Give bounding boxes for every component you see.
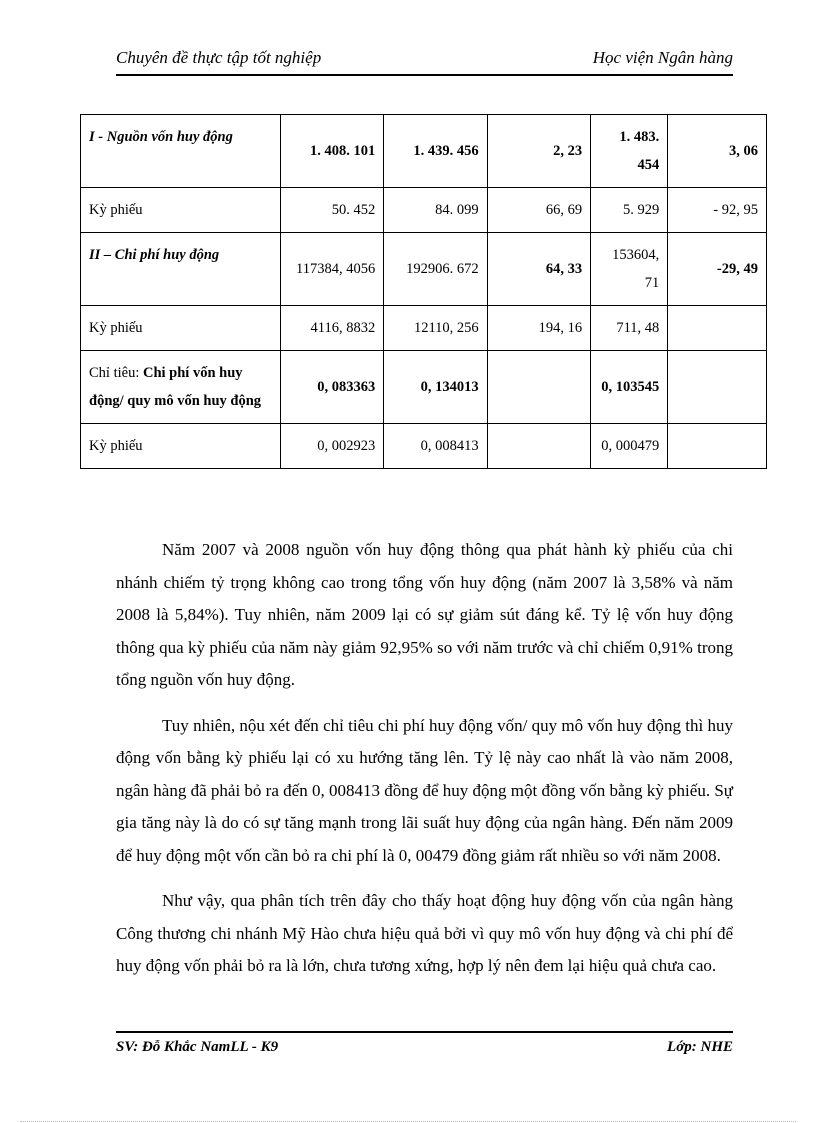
value-2009: 711, 48 xyxy=(591,306,668,351)
row-label: Kỳ phiếu xyxy=(81,188,281,233)
change-2008: 66, 69 xyxy=(487,188,590,233)
row-label: Kỳ phiếu xyxy=(81,306,281,351)
paragraph: Tuy nhiên, nộu xét đến chỉ tiêu chi phí huy động vốn/ quy mô vốn huy động thì huy động vốn bằng kỳ phiếu lại có xu hướng tăng lên. Tỷ lệ này cao nhất là vào năm 2008, ngân hàng đã phải bỏ ra đến 0, 008413 đồng để huy động một đồng vốn bằng kỳ phiếu. Sự gia tăng này là do có sự tăng mạnh trong lãi suất huy động của ngân hàng. Đến năm 2009 để huy động một vốn cần bỏ ra chi phí là 0, 00479 đồng giảm rất nhiều so với năm 2008. xyxy=(116,715,733,865)
table-row xyxy=(81,306,767,351)
value-2009: 1. 483. 454 xyxy=(591,115,668,188)
change-2009: 3, 06 xyxy=(668,115,767,188)
value-2007: 0, 002923 xyxy=(280,424,383,469)
header-rule xyxy=(116,74,733,76)
value-2008: 1. 439. 456 xyxy=(384,115,487,188)
change-2009 xyxy=(668,306,767,351)
footer-student: SV: Đỗ Khắc NamLL - K9 xyxy=(116,1039,279,1055)
footer-class: Lớp: NHE xyxy=(667,1039,733,1055)
value-2009: 153604, 71 xyxy=(591,233,668,306)
value-2007: 0, 083363 xyxy=(280,351,383,424)
change-2008 xyxy=(487,424,590,469)
value-2009: 0, 103545 xyxy=(591,351,668,424)
value-2008: 84. 099 xyxy=(384,188,487,233)
row-label: II – Chi phí huy động xyxy=(81,233,281,306)
table-row xyxy=(81,115,767,188)
page-header xyxy=(116,48,733,70)
body-text xyxy=(116,534,733,996)
table-row xyxy=(81,351,767,424)
row-label: Kỳ phiếu xyxy=(81,424,281,469)
change-2008 xyxy=(487,351,590,424)
change-2008: 64, 33 xyxy=(487,233,590,306)
value-2009: 0, 000479 xyxy=(591,424,668,469)
value-2007: 117384, 4056 xyxy=(280,233,383,306)
footer-rule xyxy=(116,1031,733,1033)
change-2008: 2, 23 xyxy=(487,115,590,188)
page-edge-divider xyxy=(20,1121,796,1122)
table-row xyxy=(81,424,767,469)
change-2009: -29, 49 xyxy=(668,233,767,306)
value-2007: 50. 452 xyxy=(280,188,383,233)
value-2008: 0, 134013 xyxy=(384,351,487,424)
value-2007: 4116, 8832 xyxy=(280,306,383,351)
value-2007: 1. 408. 101 xyxy=(280,115,383,188)
value-2009: 5. 929 xyxy=(591,188,668,233)
row-label xyxy=(81,351,281,424)
value-2008: 192906. 672 xyxy=(384,233,487,306)
header-institution: Học viện Ngân hàng xyxy=(592,48,733,67)
paragraph: Năm 2007 và 2008 nguồn vốn huy động thông qua phát hành kỳ phiếu của chi nhánh chiếm tỷ trọng không cao trong tổng vốn huy động (năm 2007 là 3,58% và năm 2008 là 5,84%). Tuy nhiên, năm 2009 lại có sự giảm sút đáng kể. Tỷ lệ vốn huy động thông qua kỳ phiếu của năm này giảm 92,95% so với năm trước và chỉ chiếm 0,91% trong tổng nguồn vốn huy động. xyxy=(116,540,733,689)
funding-table xyxy=(80,114,767,469)
change-2009 xyxy=(668,424,767,469)
change-2009: - 92, 95 xyxy=(668,188,767,233)
table-row xyxy=(81,188,767,233)
criterion-prefix: Chỉ tiêu: xyxy=(89,365,143,381)
criterion-name: Chi phí vốn huy động/ quy mô vốn huy động xyxy=(89,365,262,409)
header-title: Chuyên đề thực tập tốt nghiệp xyxy=(116,48,322,67)
change-2008: 194, 16 xyxy=(487,306,590,351)
paragraph: Như vậy, qua phân tích trên đây cho thấy hoạt động huy động vốn của ngân hàng Công thương chi nhánh Mỹ Hào chưa hiệu quả bởi vì quy mô vốn huy động và chi phí để huy động vốn phải bỏ ra là lớn, chưa tương xứng, hợp lý nên đem lại hiệu quả chưa cao. xyxy=(116,891,733,975)
value-2008: 0, 008413 xyxy=(384,424,487,469)
change-2009 xyxy=(668,351,767,424)
table-row xyxy=(81,233,767,306)
value-2008: 12110, 256 xyxy=(384,306,487,351)
row-label: I - Nguồn vốn huy động xyxy=(81,115,281,188)
